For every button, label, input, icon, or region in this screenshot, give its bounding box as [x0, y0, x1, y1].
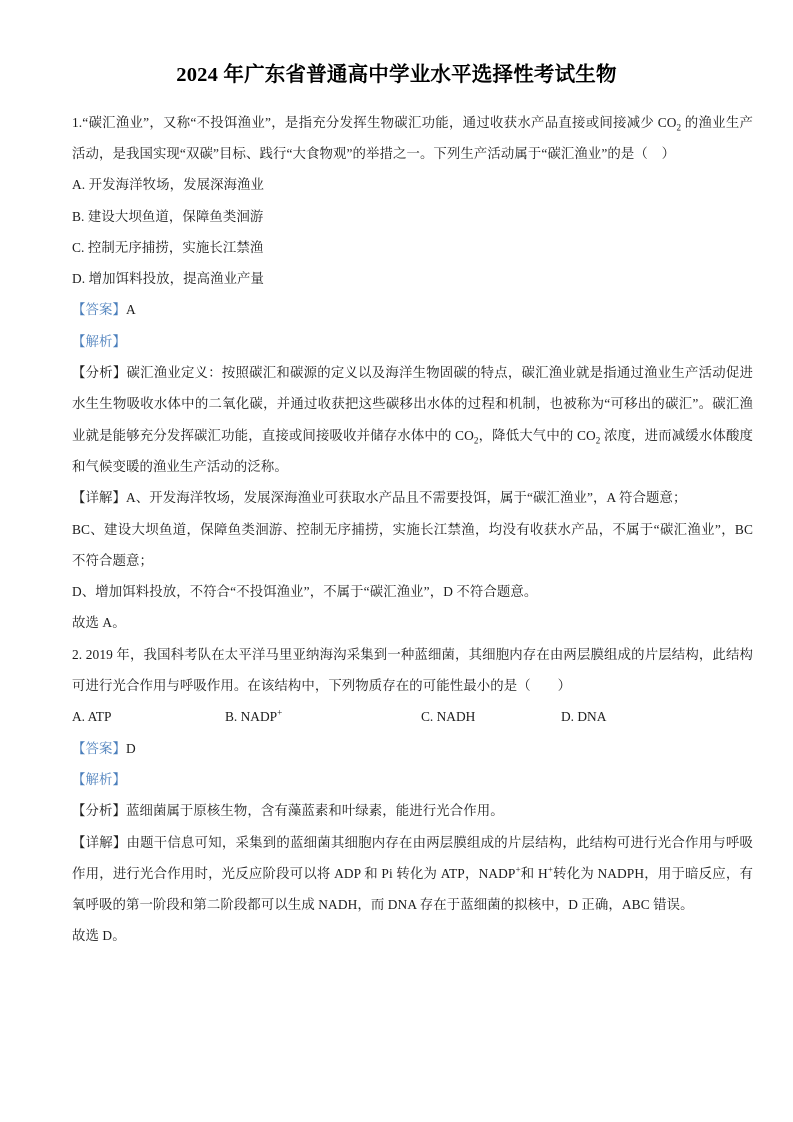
- question-2-options-row: [72, 701, 753, 732]
- question-2-option-c[interactable]: C. NADH: [421, 709, 476, 725]
- question-block-2: [72, 639, 753, 952]
- question-1-xiangjie-3: D、增加饵料投放，不符合“不投饵渔业”，不属于“碳汇渔业”，D 不符合题意。: [72, 584, 538, 600]
- document-body: [38, 107, 755, 952]
- answer-value: A: [125, 302, 136, 318]
- question-1-stem: 1.“碳汇渔业”，又称“不投饵渔业”，是指充分发挥生物碳汇功能，通过收获水产品直接或间接减少 $CO_2$ 的渔业生产活动，是我国实现“双碳”目标、践行“大食物观”的举措之一。下列生产活动属于“碳汇渔业”的是（ ）: [72, 114, 753, 161]
- analysis-label: 【解析】: [72, 333, 126, 349]
- question-2-option-d[interactable]: D. DNA: [561, 709, 607, 725]
- question-1-xiangjie-2: BC、建设大坝鱼道，保障鱼类洄游、控制无序捕捞，实施长江禁渔，均没有收获水产品，不属于“碳汇渔业”，BC 不符合题意；: [72, 521, 753, 568]
- question-1-option-c[interactable]: C. 控制无序捕捞，实施长江禁渔: [72, 239, 264, 255]
- question-2-option-b[interactable]: B. NADP+: [225, 707, 283, 725]
- question-2-fenxi: [72, 795, 753, 826]
- fenxi-label: 【分析】: [72, 803, 126, 819]
- question-1-option-d[interactable]: D. 增加饵料投放，提高渔业产量: [72, 271, 265, 287]
- fenxi-text: 蓝细菌属于原核生物，含有藻蓝素和叶绿素，能进行光合作用。: [125, 803, 504, 819]
- xiangjie-label: 【详解】: [72, 490, 126, 506]
- question-block-1: [72, 107, 753, 639]
- question-1-analysis-label-row: [72, 326, 753, 357]
- answer-label: 【答案】: [72, 740, 126, 756]
- question-1-option-a[interactable]: A. 开发海洋牧场，发展深海渔业: [72, 177, 265, 193]
- analysis-label: 【解析】: [72, 771, 126, 787]
- question-2-option-a[interactable]: A. ATP: [72, 709, 112, 725]
- xiangjie-label: 【详解】: [72, 834, 127, 850]
- answer-label: 【答案】: [72, 302, 126, 318]
- fenxi-label: 【分析】: [72, 365, 127, 381]
- question-1-fenxi: 【分析】碳汇渔业定义：按照碳汇和碳源的定义以及海洋生物固碳的特点，碳汇渔业就是指通过渔业生产活动促进水生生物吸收水体中的二氧化碳，并通过收获把这些碳移出水体的过程和机制，也被称为“可移出的碳汇”。碳汇渔业就是能够充分发挥碳汇功能，直接或间接吸收并储存水体中的 $CO_2$，降低大气中的 $CO_2$ 浓度，进而减缓水体酸度和气候变暖的渔业生产活动的泛称。: [72, 365, 753, 474]
- question-2-answer-row: [72, 733, 753, 764]
- question-1-conclusion: 故选 A。: [72, 615, 126, 631]
- question-2-analysis-label-row: [72, 764, 753, 795]
- question-1-answer-row: [72, 294, 753, 325]
- page-title: 2024 年广东省普通高中学业水平选择性考试生物: [176, 64, 617, 86]
- question-1-option-b[interactable]: B. 建设大坝鱼道，保障鱼类洄游: [72, 208, 264, 224]
- answer-value: D: [125, 740, 136, 756]
- xiangjie-text: A、开发海洋牧场，发展深海渔业可获取水产品且不需要投饵，属于“碳汇渔业”，A 符合题意；: [125, 490, 687, 506]
- question-1-xiangjie-1: [72, 482, 753, 513]
- question-2-conclusion: 故选 D。: [72, 928, 126, 944]
- question-2-stem: 2. 2019 年，我国科考队在太平洋马里亚纳海沟采集到一种蓝细菌，其细胞内存在由两层膜组成的片层结构，此结构可进行光合作用与呼吸作用。在该结构中，下列物质存在的可能性最小的是（ ）: [72, 646, 753, 694]
- question-2-xiangjie-1: 【详解】由题干信息可知，采集到的蓝细菌其细胞内存在由两层膜组成的片层结构，此结构可进行光合作用与呼吸作用，进行光合作用时，光反应阶段可以将 ADP 和 Pi 转化为 ATP，NADP+和 H+转化为 NADPH，用于暗反应，有氧呼吸的第一阶段和第二阶段都可以生成 NADH，而 DNA 存在于蓝细菌的拟核中，D 正确，ABC 错误。: [72, 834, 753, 913]
